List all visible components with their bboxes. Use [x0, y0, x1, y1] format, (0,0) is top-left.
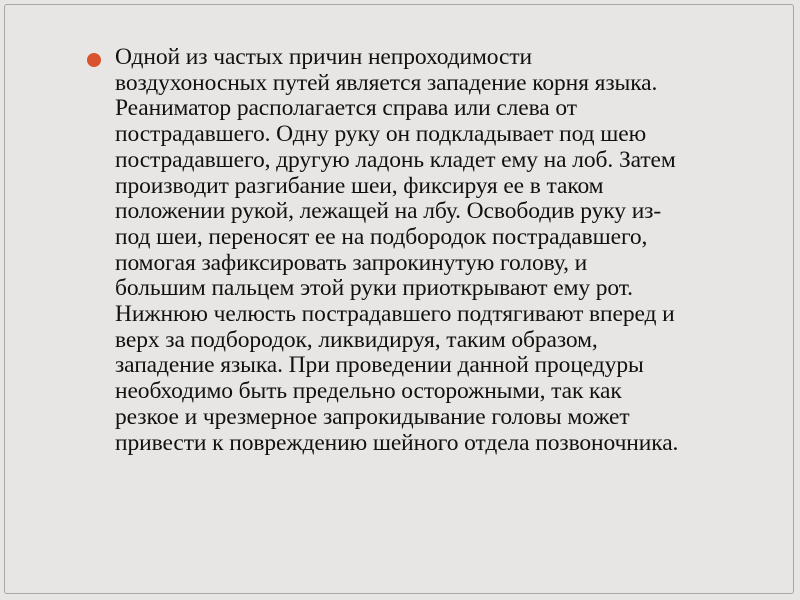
- text-line: верх за подбородок, ликвидируя, таким образом,: [115, 326, 598, 353]
- text-line: Реаниматор располагается справа или слева от: [115, 95, 577, 122]
- text-line: помогая зафиксировать запрокинутую голову, и: [115, 249, 588, 276]
- text-line: Одной из частых причин непроходимости: [115, 44, 532, 70]
- bullet-dot-icon: [87, 53, 101, 67]
- bullet-list: [87, 45, 767, 456]
- text-line: производит разгибание шеи, фиксируя ее в таком: [115, 172, 604, 199]
- text-line: под шеи, переносят ее на подбородок пострадавшего,: [115, 223, 648, 250]
- bullet-text: [115, 45, 767, 456]
- text-line: положении рукой, лежащей на лбу. Освободив руку из-: [115, 198, 662, 225]
- text-line: Нижнюю челюсть пострадавшего подтягивают вперед и: [115, 301, 675, 328]
- text-line: привести к повреждению шейного отдела позвоночника.: [115, 429, 679, 456]
- text-line: большим пальцем этой руки приоткрывают ему рот.: [115, 275, 633, 302]
- text-line: воздухоносных путей является западение корня языка.: [115, 69, 658, 96]
- text-line: пострадавшего. Одну руку он подкладывает под шею: [115, 121, 647, 148]
- text-line: западение языка. При проведении данной процедуры: [115, 352, 644, 379]
- text-line: необходимо быть предельно осторожными, так как: [115, 378, 622, 405]
- bullet-item: [87, 45, 767, 456]
- slide-frame: [4, 4, 794, 594]
- text-line: резкое и чрезмерное запрокидывание головы может: [115, 403, 630, 430]
- text-line: пострадавшего, другую ладонь кладет ему на лоб. Затем: [115, 146, 676, 173]
